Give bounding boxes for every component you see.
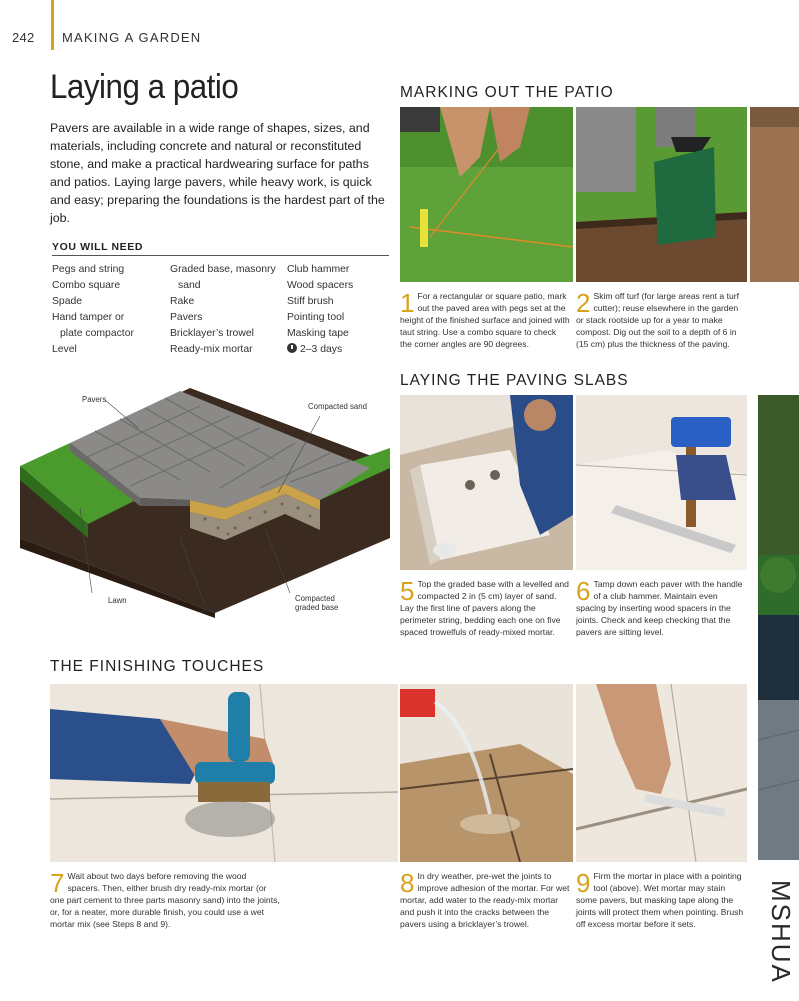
materials-column-1 bbox=[52, 262, 134, 358]
page-number: 242 bbox=[12, 30, 35, 45]
photo-step-9 bbox=[576, 684, 747, 862]
section-heading-marking: MARKING OUT THE PATIO bbox=[400, 84, 614, 101]
page-title: Laying a patio bbox=[50, 68, 239, 106]
list-item: Hand tamper or bbox=[52, 312, 125, 323]
step-number: 8 bbox=[400, 868, 415, 898]
label-compacted-graded-base: Compacted graded base bbox=[295, 594, 339, 612]
list-item: Pavers bbox=[170, 312, 203, 323]
label-lawn: Lawn bbox=[108, 596, 127, 605]
photo-step-7 bbox=[50, 684, 398, 862]
photo-step-3-partial bbox=[750, 107, 799, 282]
list-item: Rake bbox=[170, 296, 195, 307]
step-description: Tamp down each paver with the handle of a club hammer. Maintain even spacing by inserting wood spacers in the joints. Check and keep checking that the pavers are sitting level. bbox=[576, 579, 743, 637]
photo-step-6 bbox=[576, 395, 747, 570]
step-2-text bbox=[576, 290, 748, 350]
divider bbox=[52, 255, 389, 256]
running-section-title: MAKING A GARDEN bbox=[62, 30, 202, 45]
label-pavers: Pavers bbox=[82, 395, 107, 404]
step-6-text bbox=[576, 578, 744, 638]
list-item: Masking tape bbox=[287, 328, 349, 339]
step-8-text bbox=[400, 870, 570, 930]
clock-icon bbox=[287, 343, 297, 353]
list-item: Club hammer bbox=[287, 264, 350, 275]
list-item: Wood spacers bbox=[287, 280, 354, 291]
step-number: 7 bbox=[50, 868, 65, 898]
list-item: plate compactor bbox=[60, 328, 134, 339]
step-7-text bbox=[50, 870, 280, 930]
section-heading-finishing: THE FINISHING TOUCHES bbox=[50, 658, 265, 675]
side-tab bbox=[758, 880, 799, 1001]
list-item: Pointing tool bbox=[287, 312, 345, 323]
time-estimate: 2–3 days bbox=[300, 344, 343, 355]
list-item: Level bbox=[52, 344, 77, 355]
photo-side-strip-lower bbox=[758, 700, 799, 860]
step-description: Top the graded base with a levelled and compacted 2 in (5 cm) layer of sand. Lay the first line of pavers along the perimeter string, bedding each one on five spaced trowelfuls of ready-mixed mortar. bbox=[400, 579, 569, 637]
list-item: Graded base, masonry bbox=[170, 264, 276, 275]
step-description: Firm the mortar in place with a pointing tool (above). Wet mortar may stain some pavers, but masking tape along the joints will protect them when pointing. Brush off excess mortar before it sets. bbox=[576, 871, 744, 929]
you-will-need-heading: YOU WILL NEED bbox=[52, 241, 144, 253]
step-number: 5 bbox=[400, 576, 415, 606]
list-item: Stiff brush bbox=[287, 296, 334, 307]
step-number: 1 bbox=[400, 288, 415, 318]
step-description: Skim off turf (for large areas rent a turf cutter); reuse elsewhere in the garden or stack rootside up for a year to make compost. Dig out the soil to a depth of 6 in (15 cm) plus the thickness of the paving. bbox=[576, 291, 739, 349]
intro-paragraph: Pavers are available in a wide range of shapes, sizes, and materials, including concrete and natural or reconstituted stone, and make a practical hardwearing surface for paths and patios. Laying large pavers, while heavy work, is quick and easy; preparing the foundations is the hardest part of the job. bbox=[50, 121, 385, 225]
step-description: Wait about two days before removing the wood spacers. Then, either brush dry ready-mix mortar (or one part cement to three parts masonry sand) into the joints, or, for a neater, more durable finish, you could use a wet mortar mix (see Steps 8 and 9). bbox=[50, 871, 280, 929]
photo-step-2 bbox=[576, 107, 747, 282]
list-item: Pegs and string bbox=[52, 264, 125, 275]
photo-step-8 bbox=[400, 684, 573, 862]
header-accent-bar bbox=[51, 0, 54, 50]
list-item bbox=[287, 342, 353, 358]
step-number: 9 bbox=[576, 868, 591, 898]
step-number: 6 bbox=[576, 576, 591, 606]
step-9-text bbox=[576, 870, 748, 930]
side-tab-label: MSHUA bbox=[766, 880, 796, 984]
list-item: Bricklayer’s trowel bbox=[170, 328, 254, 339]
list-item: Combo square bbox=[52, 280, 121, 291]
step-1-text bbox=[400, 290, 570, 350]
step-number: 2 bbox=[576, 288, 591, 318]
step-5-text bbox=[400, 578, 570, 638]
materials-column-3 bbox=[287, 262, 353, 358]
patio-cross-section-diagram bbox=[20, 388, 390, 618]
photo-step-5 bbox=[400, 395, 573, 570]
photo-side-strip bbox=[758, 395, 799, 700]
list-item: Ready-mix mortar bbox=[170, 344, 253, 355]
step-description: For a rectangular or square patio, mark out the paved area with pegs set at the height of the finished surface and joined with taut string. Use a combo square to check the corner angles are 90 degrees. bbox=[400, 291, 570, 349]
label-compacted-sand: Compacted sand bbox=[308, 402, 367, 411]
photo-step-1 bbox=[400, 107, 573, 282]
list-item: Spade bbox=[52, 296, 83, 307]
step-description: In dry weather, pre-wet the joints to improve adhesion of the mortar. For wet mortar, add water to the ready-mix mortar and push it into the cracks between the pavers using a bricklayer’s trowel. bbox=[400, 871, 570, 929]
label-soil: Soil bbox=[200, 605, 214, 614]
section-heading-laying: LAYING THE PAVING SLABS bbox=[400, 372, 629, 389]
list-item: sand bbox=[178, 280, 201, 291]
materials-column-2 bbox=[170, 262, 276, 358]
